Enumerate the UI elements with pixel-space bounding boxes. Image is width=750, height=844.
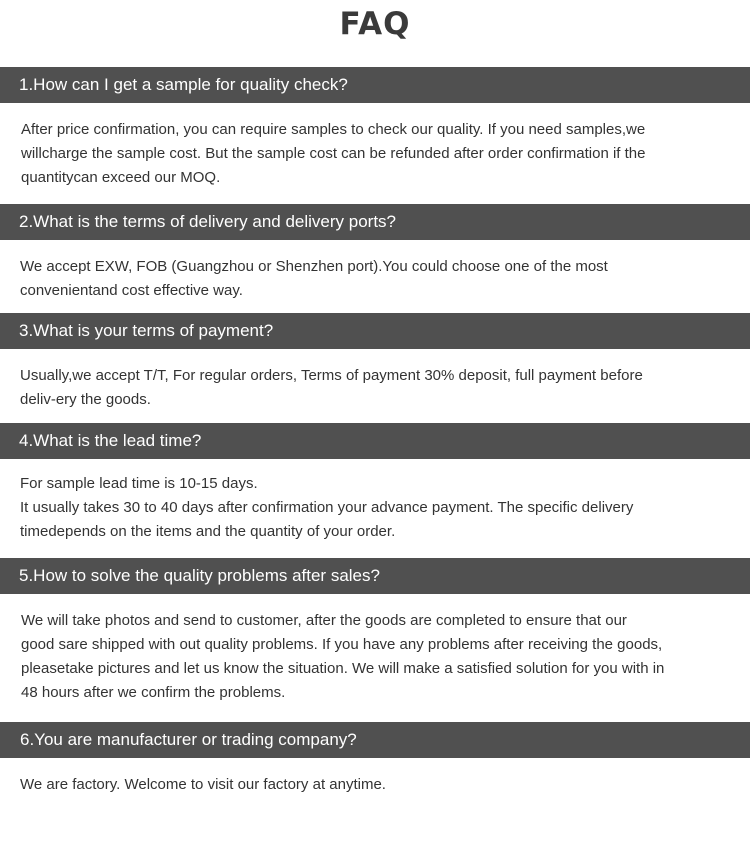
answer-line: good sare shipped with out quality problems. If you have any problems after receiving the goods, (21, 636, 663, 653)
answer-line: We will take photos and send to customer, after the goods are completed to ensure that our (21, 612, 627, 629)
answer-line: After price confirmation, you can require samples to check our quality. If you need samples,we (21, 121, 646, 138)
answer-line: We accept EXW, FOB (Guangzhou or Shenzhen port).You could choose one of the most (20, 258, 608, 275)
faq-answer-6 (20, 773, 680, 797)
answer-line: Usually,we accept T/T, For regular orders, Terms of payment 30% deposit, full payment before (20, 367, 643, 384)
faq-answer-3 (20, 364, 680, 412)
faq-answer-5 (21, 609, 681, 705)
faq-question-6: 6.You are manufacturer or trading company? (0, 722, 750, 758)
answer-line: It usually takes 30 to 40 days after confirmation your advance payment. The specific delivery (20, 499, 634, 516)
answer-line: quantitycan exceed our MOQ. (21, 169, 221, 186)
faq-answer-2 (20, 255, 680, 303)
faq-question-5: 5.How to solve the quality problems after sales? (0, 558, 750, 594)
faq-answer-1 (21, 118, 681, 190)
answer-line: timedepends on the items and the quantity of your order. (20, 523, 396, 540)
answer-line: pleasetake pictures and let us know the situation. We will make a satisfied solution for you with in (21, 660, 665, 677)
answer-line: convenientand cost effective way. (20, 282, 243, 299)
answer-line: deliv-ery the goods. (20, 391, 151, 408)
faq-question-4: 4.What is the lead time? (0, 423, 750, 459)
answer-line: For sample lead time is 10-15 days. (20, 475, 258, 492)
answer-line: We are factory. Welcome to visit our factory at anytime. (20, 776, 386, 793)
faq-question-3: 3.What is your terms of payment? (0, 313, 750, 349)
answer-line: 48 hours after we confirm the problems. (21, 684, 286, 701)
page-title: FAQ (339, 6, 411, 42)
answer-line: willcharge the sample cost. But the sample cost can be refunded after order confirmation if the (21, 145, 646, 162)
faq-question-2: 2.What is the terms of delivery and delivery ports? (0, 204, 750, 240)
faq-answer-4 (20, 472, 680, 544)
faq-question-1: 1.How can I get a sample for quality check? (0, 67, 750, 103)
